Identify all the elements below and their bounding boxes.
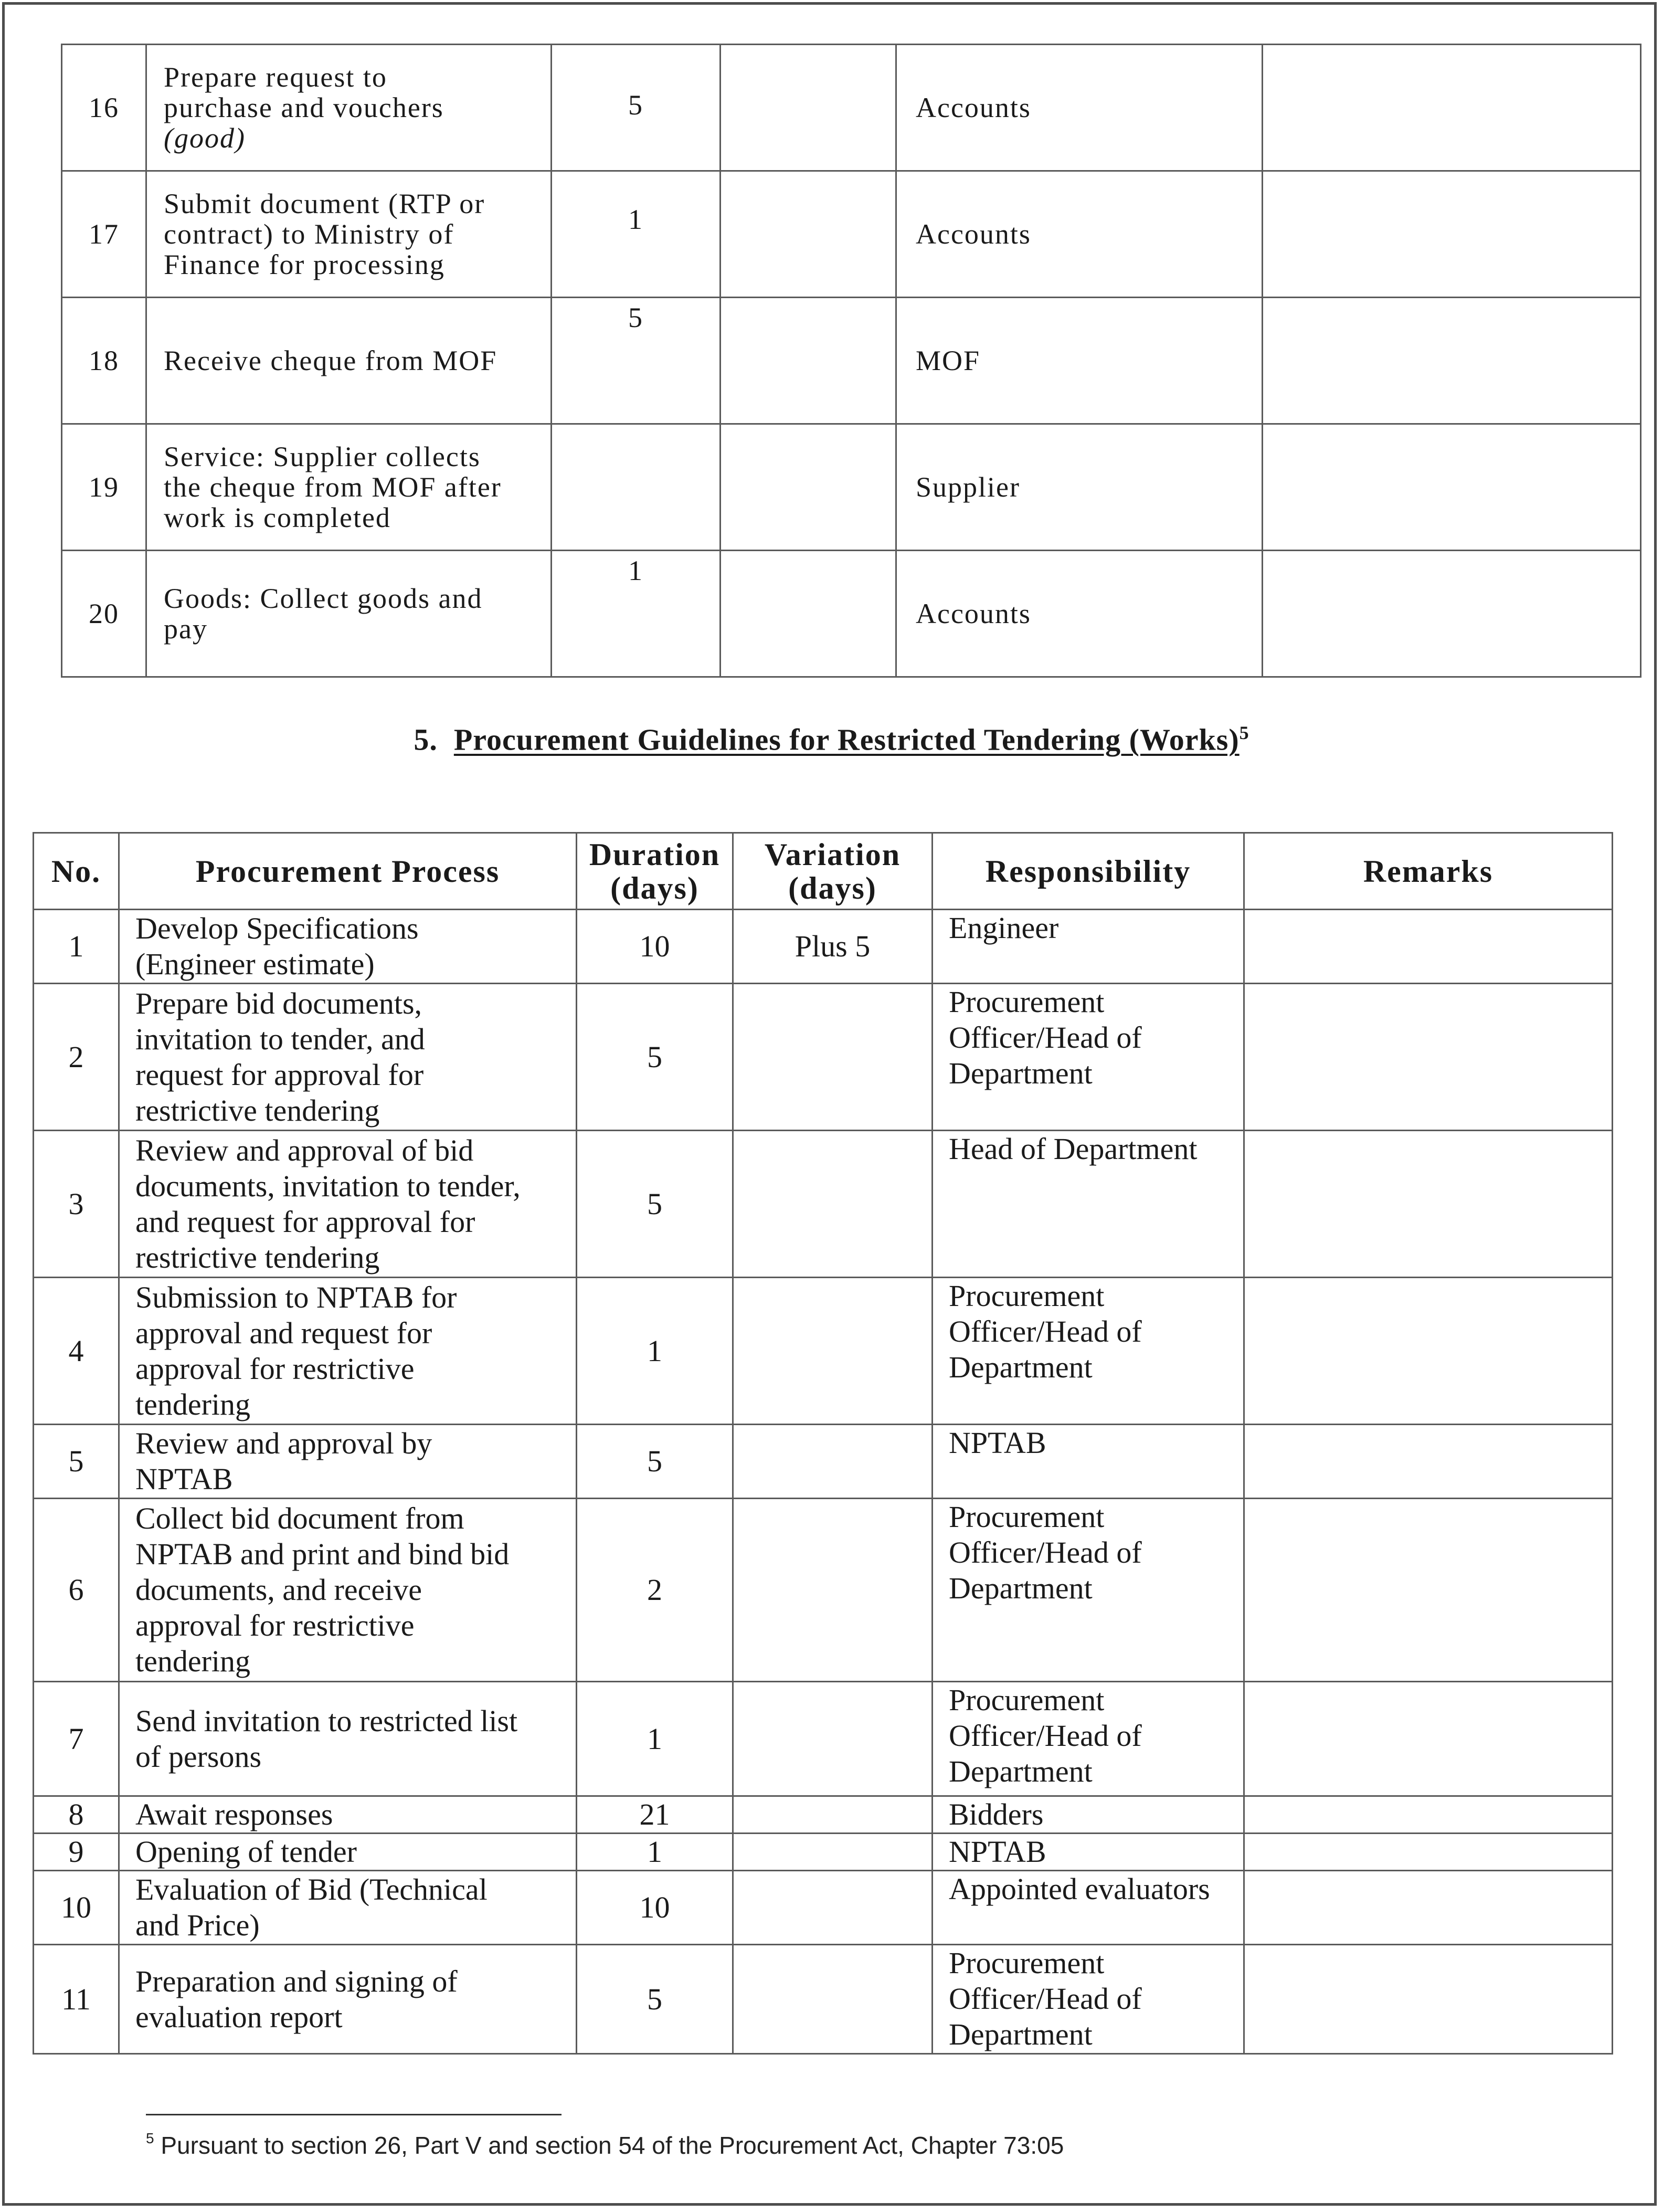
table-row [34,1796,1613,1834]
process-line: Prepare bid documents, [135,986,422,1020]
remarks-cell [1244,1796,1613,1834]
footnote-text: Pursuant to section 26, Part V and section 54 of the Procurement Act, Chapter 73:05 [161,2132,1064,2159]
process-line: restrictive tendering [135,1240,380,1274]
process-cell [119,984,577,1131]
process-line: NPTAB and print and bind bid [135,1537,510,1571]
process-line: Evaluation of Bid (Technical [135,1872,488,1906]
duration-cell: 1 [577,1278,733,1425]
process-line: restrictive tendering [135,1093,380,1128]
process-line: Finance for processing [164,249,445,280]
variation-cell [721,171,896,298]
remarks-cell [1244,1278,1613,1425]
responsibility-line: Procurement [949,1683,1105,1717]
process-cell [119,1131,577,1278]
duration-cell: 10 [577,910,733,984]
footnote-reference: 5 [1239,722,1249,743]
responsibility-cell [933,1871,1244,1945]
row-number: 2 [34,984,119,1131]
restricted-tendering-table [33,832,1613,2055]
duration-cell [552,424,721,551]
process-line: Goods: Collect goods and [164,583,483,614]
responsibility-line: NPTAB [949,1426,1046,1460]
row-number: 19 [62,424,146,551]
process-line: pay [164,613,208,645]
row-number: 7 [34,1682,119,1796]
process-cell [146,551,552,677]
table-row [34,1499,1613,1682]
table-row [34,1131,1613,1278]
responsibility-cell: Accounts [896,45,1263,171]
responsibility-line: Department [949,1350,1093,1384]
process-line: Prepare request to [164,61,387,93]
process-line: Send invitation to restricted list [135,1703,518,1738]
responsibility-line: Procurement [949,1279,1105,1313]
process-line: the cheque from MOF after [164,471,502,503]
process-line: Review and approval of bid [135,1133,474,1167]
variation-cell [733,1834,933,1871]
variation-cell: Plus 5 [733,910,933,984]
process-line: request for approval for [135,1057,424,1092]
variation-cell [721,424,896,551]
responsibility-cell: MOF [896,298,1263,424]
process-line: Submit document (RTP or [164,188,485,219]
responsibility-line: Department [949,2017,1093,2051]
variation-cell [733,1131,933,1278]
row-number: 20 [62,551,146,677]
row-number: 6 [34,1499,119,1682]
header-no: No. [34,833,119,910]
remarks-cell [1244,1834,1613,1871]
row-number: 1 [34,910,119,984]
remarks-cell [1263,171,1641,298]
process-line: invitation to tender, and [135,1021,425,1056]
row-number: 9 [34,1834,119,1871]
remarks-cell [1244,1871,1613,1945]
remarks-cell [1244,1682,1613,1796]
row-number: 16 [62,45,146,171]
process-cell [119,1682,577,1796]
process-line: Receive cheque from MOF [164,345,497,376]
header-duration-line: (days) [610,870,699,905]
header-variation-line: (days) [788,870,877,905]
process-line: Opening of tender [135,1835,357,1869]
responsibility-cell: Accounts [896,171,1263,298]
process-line: purchase and vouchers [164,92,444,123]
responsibility-line: Officer/Head of [949,1535,1142,1570]
duration-cell: 5 [552,298,721,424]
duration-cell: 1 [577,1834,733,1871]
responsibility-cell [933,1278,1244,1425]
remarks-cell [1244,1499,1613,1682]
footnote-marker: 5 [146,2130,154,2146]
responsibility-line: Department [949,1056,1093,1090]
table-row [34,1682,1613,1796]
responsibility-line: Officer/Head of [949,1020,1142,1055]
duration-cell: 1 [552,171,721,298]
responsibility-cell: Supplier [896,424,1263,551]
process-cell [119,1834,577,1871]
responsibility-line: Engineer [949,911,1059,945]
remarks-cell [1263,45,1641,171]
responsibility-cell: Accounts [896,551,1263,677]
process-line: Develop Specifications [135,911,419,945]
duration-cell: 5 [577,984,733,1131]
responsibility-line: Officer/Head of [949,1314,1142,1349]
process-line: evaluation report [135,1999,343,2034]
table-row [62,424,1641,551]
header-variation [733,833,933,910]
duration-cell: 5 [577,1425,733,1499]
process-line: Collect bid document from [135,1501,464,1535]
variation-cell [733,1499,933,1682]
footnote-separator [146,2114,562,2115]
header-duration [577,833,733,910]
row-number: 5 [34,1425,119,1499]
table-row [34,1425,1613,1499]
process-line: approval for restrictive [135,1608,415,1642]
table-row [34,1278,1613,1425]
process-cell [119,1796,577,1834]
section-heading [0,722,1663,757]
variation-cell [721,551,896,677]
variation-cell [733,1796,933,1834]
process-line: of persons [135,1739,262,1774]
responsibility-line: Department [949,1571,1093,1605]
process-line-italic: (good) [164,122,246,154]
remarks-cell [1244,984,1613,1131]
procurement-table-continued [61,44,1641,678]
process-cell [119,1278,577,1425]
process-line: contract) to Ministry of [164,218,454,250]
process-cell [146,424,552,551]
process-cell [146,45,552,171]
process-line: work is completed [164,502,391,533]
process-line: Await responses [135,1797,333,1831]
process-cell [119,1425,577,1499]
duration-cell: 2 [577,1499,733,1682]
table-row [34,984,1613,1131]
process-cell [119,1499,577,1682]
responsibility-line: Department [949,1754,1093,1788]
table-row [62,551,1641,677]
table-row [62,298,1641,424]
responsibility-line: Procurement [949,985,1105,1019]
process-cell [146,298,552,424]
process-cell [119,1945,577,2054]
header-process: Procurement Process [119,833,577,910]
process-line: NPTAB [135,1462,233,1496]
header-responsibility: Responsibility [933,833,1244,910]
process-line: documents, and receive [135,1573,422,1607]
responsibility-cell [933,1131,1244,1278]
variation-cell [733,984,933,1131]
row-number: 3 [34,1131,119,1278]
responsibility-cell [933,1945,1244,2054]
variation-cell [733,1871,933,1945]
duration-cell: 10 [577,1871,733,1945]
table-row [62,45,1641,171]
row-number: 4 [34,1278,119,1425]
header-remarks: Remarks [1244,833,1613,910]
duration-cell: 21 [577,1796,733,1834]
variation-cell [733,1425,933,1499]
responsibility-line: Head of Department [949,1132,1198,1166]
row-number: 11 [34,1945,119,2054]
process-line: Service: Supplier collects [164,441,481,472]
variation-cell [733,1945,933,2054]
variation-cell [721,298,896,424]
responsibility-cell [933,1682,1244,1796]
process-cell [146,171,552,298]
duration-cell: 5 [577,1945,733,2054]
responsibility-line: Officer/Head of [949,1982,1142,2016]
variation-cell [721,45,896,171]
table-row [34,1834,1613,1871]
row-number: 10 [34,1871,119,1945]
row-number: 18 [62,298,146,424]
process-line: Preparation and signing of [135,1964,458,1998]
header-variation-line: Variation [764,837,901,872]
responsibility-cell [933,984,1244,1131]
footnote [146,2131,1064,2160]
variation-cell [733,1682,933,1796]
responsibility-cell [933,1834,1244,1871]
responsibility-cell [933,1796,1244,1834]
table-row [62,171,1641,298]
variation-cell [733,1278,933,1425]
remarks-cell [1244,1945,1613,2054]
process-line: tendering [135,1644,251,1678]
process-line: approval and request for [135,1315,432,1350]
process-line: documents, invitation to tender, [135,1168,521,1203]
process-cell [119,910,577,984]
table-row [34,1871,1613,1945]
remarks-cell [1263,551,1641,677]
responsibility-line: Appointed evaluators [949,1872,1210,1906]
responsibility-line: Bidders [949,1797,1044,1831]
responsibility-line: Procurement [949,1946,1105,1980]
process-line: tendering [135,1387,251,1421]
process-line: and request for approval for [135,1204,475,1239]
responsibility-line: Officer/Head of [949,1719,1142,1753]
duration-cell: 5 [552,45,721,171]
duration-cell: 1 [552,551,721,677]
process-line: (Engineer estimate) [135,947,375,981]
remarks-cell [1263,298,1641,424]
duration-cell: 5 [577,1131,733,1278]
table-row [34,910,1613,984]
header-duration-line: Duration [589,837,721,872]
process-line: and Price) [135,1908,260,1942]
remarks-cell [1263,424,1641,551]
responsibility-line: NPTAB [949,1835,1046,1869]
duration-cell: 1 [577,1682,733,1796]
remarks-cell [1244,910,1613,984]
process-line: approval for restrictive [135,1351,415,1386]
responsibility-cell [933,1499,1244,1682]
row-number: 17 [62,171,146,298]
table-header-row [34,833,1613,910]
responsibility-cell [933,910,1244,984]
process-line: Submission to NPTAB for [135,1280,457,1314]
process-line: Review and approval by [135,1426,432,1460]
responsibility-cell [933,1425,1244,1499]
remarks-cell [1244,1425,1613,1499]
table-row [34,1945,1613,2054]
section-title: Procurement Guidelines for Restricted Tendering (Works) [453,722,1240,757]
row-number: 8 [34,1796,119,1834]
responsibility-line: Procurement [949,1500,1105,1534]
remarks-cell [1244,1131,1613,1278]
section-number: 5. [414,722,438,757]
process-cell [119,1871,577,1945]
